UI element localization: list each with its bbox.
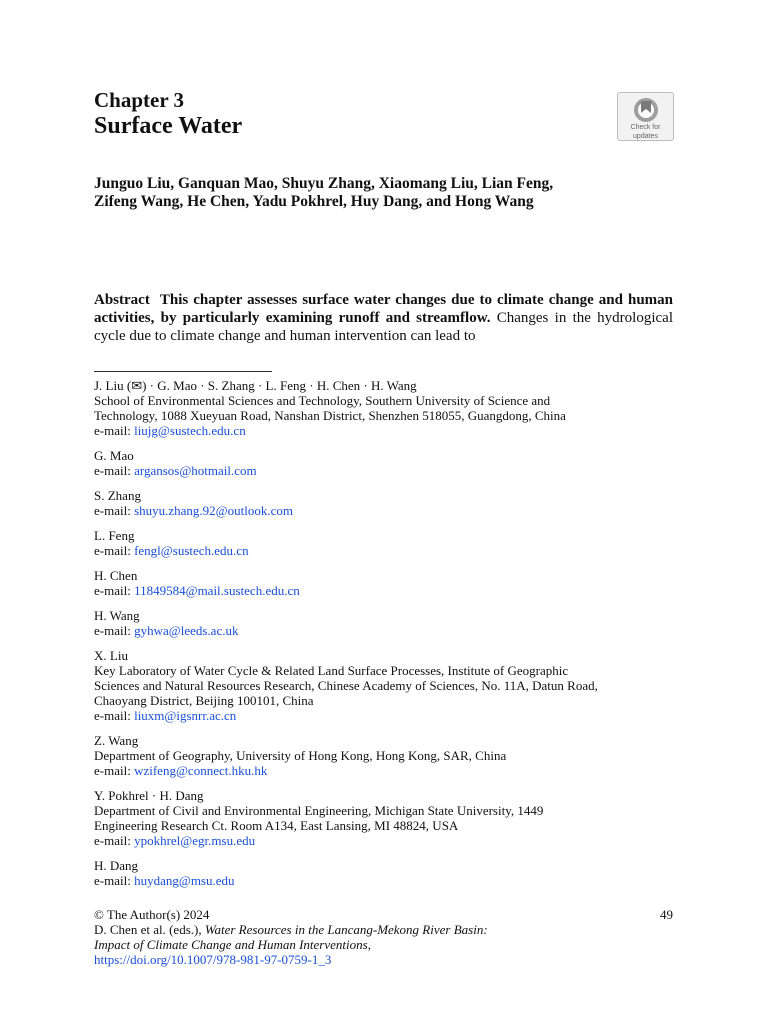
footnote-rule bbox=[94, 371, 272, 372]
affiliation-address-line: Key Laboratory of Water Cycle & Related Land Surface Processes, Institute of Geographic bbox=[94, 663, 569, 678]
email-row bbox=[94, 583, 684, 598]
author-line: Junguo Liu, Ganquan Mao, Shuyu Zhang, Xiaomang Liu, Lian Feng, bbox=[94, 175, 554, 192]
affiliation-address-line: Technology, 1088 Xueyuan Road, Nanshan District, Shenzhen 518055, Guangdong, China bbox=[94, 408, 566, 423]
affiliation-block bbox=[94, 488, 684, 518]
affiliation-block bbox=[94, 568, 684, 598]
chapter-title: Surface Water bbox=[94, 113, 243, 139]
email-link[interactable]: 11849584@mail.sustech.edu.cn bbox=[134, 583, 300, 598]
email-label: e-mail: bbox=[94, 583, 135, 598]
affiliation-block bbox=[94, 448, 684, 478]
abstract-heading: Abstract bbox=[94, 292, 150, 308]
abstract-text: Changes in the hydrological cycle due to climate change and human intervention can lead to bbox=[94, 310, 673, 344]
email-label: e-mail: bbox=[94, 763, 135, 778]
email-label: e-mail: bbox=[94, 543, 135, 558]
book-footer bbox=[94, 907, 673, 967]
affiliation-authors: Z. Wang bbox=[94, 733, 139, 748]
check-for-updates-line1: Check for bbox=[630, 124, 661, 131]
editors: D. Chen et al. (eds.), bbox=[94, 922, 205, 937]
affiliation-address-line: Sciences and Natural Resources Research, Chinese Academy of Sciences, No. 11A, Datun Road, bbox=[94, 678, 598, 693]
email-link[interactable]: gyhwa@leeds.ac.uk bbox=[134, 623, 239, 638]
email-label: e-mail: bbox=[94, 423, 135, 438]
book-title: Water Resources in the Lancang-Mekong River Basin: bbox=[204, 922, 488, 937]
affiliation-block bbox=[94, 733, 684, 778]
affiliation-block bbox=[94, 648, 684, 723]
abstract-bold-text: This chapter assesses surface water changes due to climate change and human activities, by particularly examining runoff and streamflow. bbox=[94, 292, 673, 326]
email-row bbox=[94, 708, 684, 723]
email-label: e-mail: bbox=[94, 873, 135, 888]
author-list bbox=[94, 175, 684, 211]
affiliation-block bbox=[94, 858, 684, 888]
email-row bbox=[94, 763, 684, 778]
email-label: e-mail: bbox=[94, 503, 135, 518]
affiliation-address-line: School of Environmental Sciences and Technology, Southern University of Science and bbox=[94, 393, 551, 408]
affiliation-authors: H. Wang bbox=[94, 608, 140, 623]
email-link[interactable]: ypokhrel@egr.msu.edu bbox=[134, 833, 256, 848]
email-row bbox=[94, 423, 684, 438]
email-link[interactable]: argansos@hotmail.com bbox=[134, 463, 257, 478]
email-label: e-mail: bbox=[94, 833, 135, 848]
email-row bbox=[94, 463, 684, 478]
affiliation-authors: G. Mao bbox=[94, 448, 134, 463]
email-link[interactable]: shuyu.zhang.92@outlook.com bbox=[134, 503, 294, 518]
affiliation-authors: S. Zhang bbox=[94, 488, 141, 503]
email-link[interactable]: huydang@msu.edu bbox=[134, 873, 235, 888]
email-link[interactable]: wzifeng@connect.hku.hk bbox=[134, 763, 268, 778]
affiliation-address-line: Department of Civil and Environmental Engineering, Michigan State University, 1449 bbox=[94, 803, 544, 818]
abstract bbox=[94, 291, 673, 345]
affiliation-authors: H. Dang bbox=[94, 858, 139, 873]
email-row bbox=[94, 833, 684, 848]
author-line: Zifeng Wang, He Chen, Yadu Pokhrel, Huy Dang, and Hong Wang bbox=[94, 193, 534, 210]
check-for-updates-line2: updates bbox=[633, 133, 658, 140]
affiliation-block bbox=[94, 528, 684, 558]
email-label: e-mail: bbox=[94, 623, 135, 638]
affiliation-block bbox=[94, 788, 684, 848]
email-label: e-mail: bbox=[94, 708, 135, 723]
affiliation-address-line: Chaoyang District, Beijing 100101, China bbox=[94, 693, 314, 708]
check-for-updates-icon bbox=[631, 97, 661, 123]
chapter-label: Chapter 3 bbox=[94, 88, 185, 112]
email-row bbox=[94, 543, 684, 558]
copyright: © The Author(s) 2024 bbox=[94, 907, 210, 922]
email-label: e-mail: bbox=[94, 463, 135, 478]
affiliation-authors: L. Feng bbox=[94, 528, 135, 543]
affiliation-address-line: Department of Geography, University of Hong Kong, Hong Kong, SAR, China bbox=[94, 748, 507, 763]
affiliation-block bbox=[94, 608, 684, 638]
email-row bbox=[94, 873, 684, 888]
affiliation-block bbox=[94, 378, 684, 438]
citation-line bbox=[94, 922, 673, 937]
check-for-updates-badge[interactable] bbox=[617, 92, 674, 141]
email-link[interactable]: liuxm@igsnrr.ac.cn bbox=[134, 708, 237, 723]
affiliation-authors: J. Liu (✉) · G. Mao · S. Zhang · L. Feng · H. Chen · H. Wang bbox=[94, 378, 417, 393]
email-row bbox=[94, 623, 684, 638]
affiliation-authors: H. Chen bbox=[94, 568, 138, 583]
page-number: 49 bbox=[660, 907, 673, 922]
affiliation-authors: X. Liu bbox=[94, 648, 128, 663]
book-title-suffix: , bbox=[367, 937, 371, 952]
citation-line bbox=[94, 937, 673, 952]
email-link[interactable]: fengl@sustech.edu.cn bbox=[134, 543, 249, 558]
book-title: Impact of Climate Change and Human Interventions bbox=[94, 937, 368, 952]
affiliation-authors: Y. Pokhrel · H. Dang bbox=[94, 788, 204, 803]
affiliation-address-line: Engineering Research Ct. Room A134, East Lansing, MI 48824, USA bbox=[94, 818, 459, 833]
affiliations-list bbox=[94, 378, 684, 898]
doi-link[interactable]: https://doi.org/10.1007/978-981-97-0759-1_3 bbox=[94, 952, 332, 967]
email-link[interactable]: liujg@sustech.edu.cn bbox=[134, 423, 246, 438]
email-row bbox=[94, 503, 684, 518]
